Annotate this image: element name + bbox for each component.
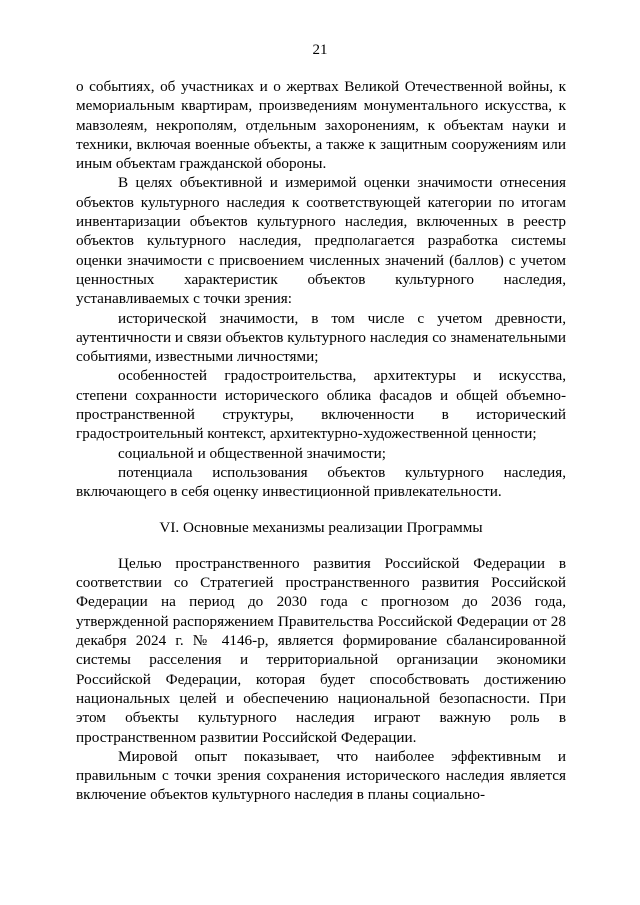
list-item-historical-significance: исторической значимости, в том числе с учетом древности, аутентичности и связи объектов культурного наследия со знаменательными событиями, известными личностями; — [76, 309, 566, 366]
document-body — [76, 77, 566, 805]
paragraph-evaluation-system: В целях объективной и измеримой оценки значимости отнесения объектов культурного наследия к соответствующей категории по итогам инвентаризации объектов культурного наследия, включенных в реестр объектов культурного наследия, предполагается разработка системы оценки значимости с присвоением численных значений (баллов) с учетом ценностных характеристик объектов культурного наследия, устанавливаемых с точки зрения: — [76, 174, 566, 308]
page-number: 21 — [312, 42, 328, 58]
section-heading: VI. Основные механизмы реализации Программы — [159, 518, 483, 536]
list-item-social-significance: социальной и общественной значимости; — [118, 444, 386, 462]
list-item-urban-planning: особенностей градостроительства, архитектуры и искусства, степени сохранности исторического облика фасадов и общей объемно-пространственной структуры, включенности в исторический градостроительный контекст, архитектурно-художественной ценности; — [76, 367, 566, 443]
paragraph-spatial-development: Целью пространственного развития Российской Федерации в соответствии со Стратегией пространственного развития Российской Федерации на период до 2030 года с прогнозом до 2036 года, утвержденной распоряжением Правительства Российской Федерации от 28 декабря 2024 г. № 4146-р, является формирование сбалансированной системы расселения и территориальной организации экономики Российской Федерации, которая будет способствовать достижению национальных целей и обеспечению национальной безопасности. При этом объекты культурного наследия играют важную роль в пространственном развитии Российской Федерации. — [76, 554, 566, 746]
list-item-usage-potential: потенциала использования объектов культурного наследия, включающего в себя оценку инвестиционной привлекательности. — [76, 463, 566, 501]
paragraph-continuation: о событиях, об участниках и о жертвах Великой Отечественной войны, к мемориальным квартирам, произведениям монументального искусства, к мавзолеям, некрополям, отдельным захоронениям, к объектам науки и техники, включая военные объекты, а также к защитным сооружениям или иным объектам гражданской обороны. — [76, 78, 566, 173]
paragraph-world-experience: Мировой опыт показывает, что наиболее эффективным и правильным с точки зрения сохранения исторического наследия является включение объектов культурного наследия в планы социально- — [76, 747, 566, 804]
